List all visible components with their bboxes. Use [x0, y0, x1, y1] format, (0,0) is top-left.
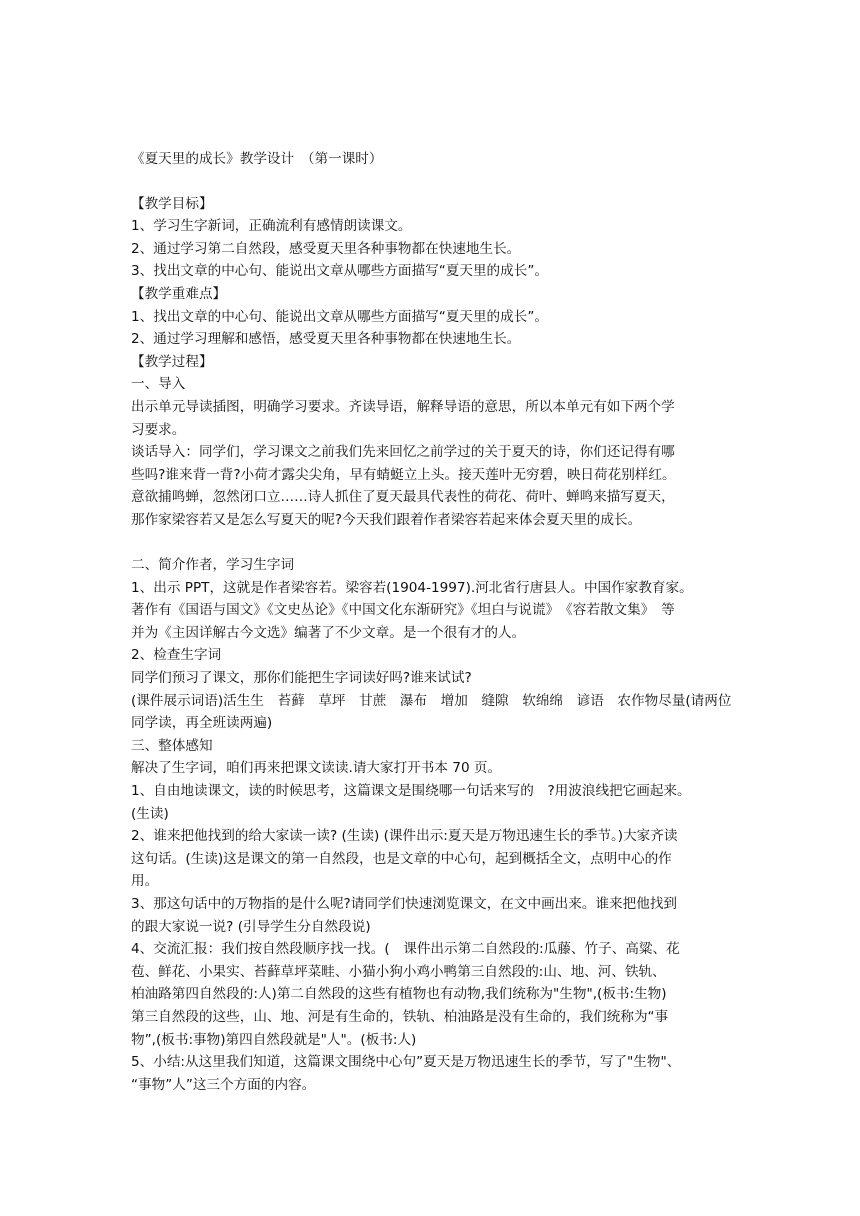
body-line: 【教学过程】: [131, 353, 213, 370]
body-line: 二、简介作者，学习生字词: [131, 557, 295, 574]
body-line: 苞、鲜花、小果实、苔藓草坪菜畦、小猫小狗小鸡小鸭第三自然段的:山、地、河、铁轨、: [131, 963, 666, 980]
body-line: 柏油路第四自然段的:人)第二自然段的这些有植物也有动物,我们统称为"生物",(板书:生物): [131, 986, 667, 1003]
body-line: 2、检查生字词: [131, 647, 222, 664]
body-line: 1、自由地读课文，读的时候思考，这篇课文是围绕哪一句话来写的 ?用波浪线把它画起来。: [131, 783, 691, 800]
body-line: 解决了生字词，咱们再来把课文读读.请大家打开书本 70 页。: [131, 760, 502, 777]
body-line: 著作有《国语与国文》《文史丛论》《中国文化东渐研究》《坦白与说谎》 《容若散文集》 等: [131, 602, 675, 619]
body-line: 第三自然段的这些，山、地、河是有生命的，铁轨、柏油路是没有生命的，我们统称为“事: [131, 1008, 669, 1025]
body-line: “事物”人”这三个方面的内容。: [131, 1076, 316, 1093]
body-line: 意欲捕鸣蝉，忽然闭口立……诗人抓住了夏天最具代表性的荷花、荷叶、蝉鸣来描写夏天，: [131, 489, 675, 506]
body-line: 4、交流汇报：我们按自然段顺序找一找。( 课件出示第二自然段的:瓜藤、竹子、高粱、花: [131, 941, 680, 958]
body-line: 同学们预习了课文，那你们能把生字词读好吗?谁来试试?: [131, 670, 472, 687]
body-line: (生读): [131, 805, 169, 822]
body-line: 【教学目标】: [131, 195, 213, 212]
body-line: 谈话导入：同学们，学习课文之前我们先来回忆之前学过的关于夏天的诗，你们还记得有哪: [131, 444, 675, 461]
body-line: 物”,(板书:事物)第四自然段就是"人"。(板书:人): [131, 1031, 417, 1048]
body-line: 习要求。: [131, 421, 186, 438]
body-line: 同学读，再全班读两遍): [131, 715, 273, 732]
body-line: 1、出示 PPT，这就是作者梁容若。梁容若(1904-1997).河北省行唐县人。中国作家教育家。: [131, 579, 693, 596]
body-line: 3、找出文章的中心句、能说出文章从哪些方面描写“夏天里的成长”。: [131, 263, 548, 280]
body-line: 3、那这句话中的万物指的是什么呢?请同学们快速浏览课文，在文中画出来。谁来把他找到: [131, 896, 678, 912]
body-line: 用。: [131, 873, 159, 890]
body-line: 并为《主因详解古今文选》编著了不少文章。是一个很有才的人。: [131, 624, 526, 641]
body-line: 的跟大家说一说? (引导学生分自然段说): [131, 918, 371, 935]
spacer: [131, 171, 731, 182]
body-line: 1、学习生字新词，正确流利有感情朗读课文。: [131, 218, 412, 235]
spacer: [131, 182, 731, 193]
body-line: 【教学重难点】: [131, 285, 227, 302]
body-line: 出示单元导读插图，明确学习要求。齐读导语，解释导语的意思，所以本单元有如下两个学: [131, 398, 675, 415]
body-line: 些吗?谁来背一背?小荷才露尖尖角，早有蜻蜓立上头。接天莲叶无穷碧，映日荷花别样红。: [131, 466, 676, 483]
document-body: [131, 193, 731, 1097]
body-line: 5、小结:从这里我们知道，这篇课文围绕中心句”夏天是万物迅速生长的季节，写了"生物"、: [131, 1054, 681, 1071]
body-line: (课件展示词语)活生生 苔藓 草坪 甘蔗 瀑布 增加 缝隙 软绵绵 谚语 农作物尽量(请两位: [131, 692, 732, 709]
body-line: 三、整体感知: [131, 737, 213, 754]
body-line: 2、通过学习理解和感悟，感受夏天里各种事物都在快速地生长。: [131, 331, 521, 348]
body-line: 那作家梁容若又是怎么写夏天的呢?今天我们跟着作者梁容若起来体会夏天里的成长。: [131, 511, 642, 528]
blank-line: [131, 532, 731, 555]
document-page: [131, 148, 731, 1096]
body-line: 2、通过学习第二自然段，感受夏天里各种事物都在快速地生长。: [131, 240, 521, 257]
body-line: 1、找出文章的中心句、能说出文章从哪些方面描写“夏天里的成长”。: [131, 308, 548, 325]
body-line: 这句话。(生读)这是课文的第一自然段，也是文章的中心句，起到概括全文，点明中心的作: [131, 850, 672, 867]
body-line: 2、谁来把他找到的给大家读一读? (生读) (课件出示:夏天是万物迅速生长的季节。)大家齐读: [131, 828, 678, 845]
document-title: 《夏天里的成长》教学设计 （第一课时）: [131, 151, 383, 167]
body-line: 一、导入: [131, 376, 186, 393]
